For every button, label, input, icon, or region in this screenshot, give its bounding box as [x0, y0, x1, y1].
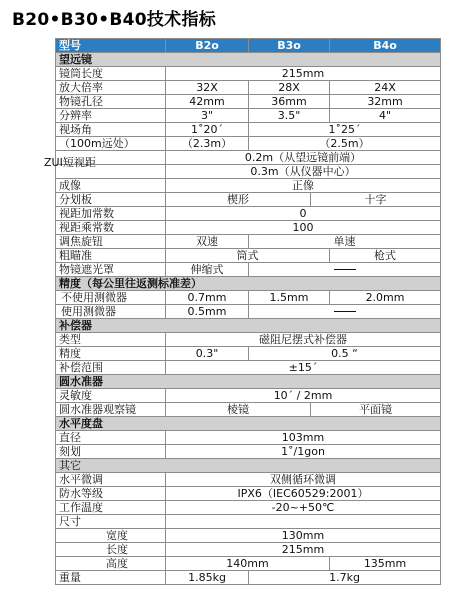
value-b40: 24X [330, 81, 441, 95]
min-focus-label: ZUI短视距 [44, 156, 96, 169]
table-row [56, 403, 441, 417]
table-row [56, 67, 441, 81]
value-b40: 4" [330, 109, 441, 123]
value-b40: 枪式 [330, 249, 441, 263]
value-b30-b40: 单速 [249, 235, 441, 249]
table-row [56, 305, 441, 319]
value-b30-b40: 0.5 “ [249, 347, 441, 361]
header-model-b30: B3o [249, 39, 330, 53]
value-b20: 0.3" [166, 347, 249, 361]
table-row [56, 109, 441, 123]
row-label: 灵敏度 [56, 389, 166, 403]
value-b20: 伸缩式 [166, 263, 249, 277]
row-label: 精度 [56, 347, 166, 361]
table-row [56, 571, 441, 585]
row-label: 圆水准器观察镜 [56, 403, 166, 417]
row-label: 分划板 [56, 193, 166, 207]
row-value: 0.3m（从仪器中心） [166, 165, 441, 179]
header-model-b40: B4o [330, 39, 441, 53]
row-label: 成像 [56, 179, 166, 193]
value-b30-b40: 1˚25´ [249, 123, 441, 137]
row-value: 磁阻尼摆式补偿器 [166, 333, 441, 347]
row-label: 调焦旋钮 [56, 235, 166, 249]
table-row [56, 361, 441, 375]
row-label: 尺寸 [56, 515, 166, 529]
section-row [56, 417, 441, 431]
row-label: 水平微调 [56, 473, 166, 487]
header-model-b20: B2o [166, 39, 249, 53]
value-b30: 28X [249, 81, 330, 95]
dash-icon [334, 311, 356, 312]
table-row [56, 347, 441, 361]
row-label: 视场角 [56, 123, 166, 137]
table-row [56, 529, 441, 543]
value-b20: 0.5mm [166, 305, 249, 319]
section-other: 其它 [56, 459, 441, 473]
row-value: 双侧循环微调 [166, 473, 441, 487]
value-b20: 棱镜 [166, 403, 311, 417]
value-b30-b40-none [249, 263, 441, 277]
row-label: 视距加常数 [56, 207, 166, 221]
row-label: 宽度 [56, 529, 166, 543]
value-b30: 3.5" [249, 109, 330, 123]
row-label: 直径 [56, 431, 166, 445]
row-label: 物镜遮光罩 [56, 263, 166, 277]
table-row [56, 557, 441, 571]
row-label: 粗瞄准 [56, 249, 166, 263]
value-b40: 2.0mm [330, 291, 441, 305]
table-row [56, 333, 441, 347]
table-row [56, 389, 441, 403]
row-label: 视距乘常数 [56, 221, 166, 235]
table-row [56, 543, 441, 557]
value-b20: 3" [166, 109, 249, 123]
row-value: 0.2m（从望远镜前端） [166, 151, 441, 165]
dash-icon [334, 269, 356, 270]
value-b20: 1.85kg [166, 571, 249, 585]
table-row [56, 207, 441, 221]
row-label: （100m远处） [56, 137, 166, 151]
value-b30: 36mm [249, 95, 330, 109]
value-b20: 42mm [166, 95, 249, 109]
value-b30-b40: 平面镜 [311, 403, 441, 417]
value-b30-b40: 1.7kg [249, 571, 441, 585]
row-value-empty [166, 515, 441, 529]
table-row [56, 431, 441, 445]
row-value: 0 [166, 207, 441, 221]
section-precision: 精度（每公里往返测标准差） [56, 277, 441, 291]
table-row [56, 473, 441, 487]
table-row [56, 193, 441, 207]
table-row [56, 249, 441, 263]
value-b20: 0.7mm [166, 291, 249, 305]
row-label: 补偿范围 [56, 361, 166, 375]
table-row [56, 501, 441, 515]
row-label: 防水等级 [56, 487, 166, 501]
row-label: 长度 [56, 543, 166, 557]
section-horizontal-circle: 水平度盘 [56, 417, 441, 431]
table-row [56, 221, 441, 235]
header-model-label: 型号 [56, 39, 166, 53]
spec-table [55, 38, 441, 585]
value-b30-b40-none [249, 305, 441, 319]
row-label: 镜筒长度 [56, 67, 166, 81]
value-b20-b30: 140mm [166, 557, 330, 571]
table-row [56, 151, 441, 165]
row-value: 100 [166, 221, 441, 235]
row-label: 物镜孔径 [56, 95, 166, 109]
value-b40: 32mm [330, 95, 441, 109]
row-value: 1˚/1gon [166, 445, 441, 459]
row-value: 103mm [166, 431, 441, 445]
row-label: 分辨率 [56, 109, 166, 123]
value-b20: 32X [166, 81, 249, 95]
table-row [56, 235, 441, 249]
section-row [56, 375, 441, 389]
section-circular-level: 圆水准器 [56, 375, 441, 389]
section-row [56, 459, 441, 473]
table-row [56, 81, 441, 95]
table-row [56, 515, 441, 529]
value-b30-b40: （2.5m） [249, 137, 441, 151]
value-b20: （2.3m） [166, 137, 249, 151]
row-label: 类型 [56, 333, 166, 347]
section-compensator: 补偿器 [56, 319, 441, 333]
row-value: 215mm [166, 543, 441, 557]
value-b20-b30: 筒式 [166, 249, 330, 263]
table-row [56, 165, 441, 179]
row-label: 工作温度 [56, 501, 166, 515]
value-b20: 双速 [166, 235, 249, 249]
value-b20: 楔形 [166, 193, 311, 207]
value-b40: 135mm [330, 557, 441, 571]
table-row [56, 263, 441, 277]
row-value: -20~+50℃ [166, 501, 441, 515]
page-title: B20•B30•B40技术指标 [12, 10, 217, 30]
row-label: 使用测微器 [56, 305, 166, 319]
table-row [56, 179, 441, 193]
table-row [56, 445, 441, 459]
row-value: 正像 [166, 179, 441, 193]
row-label: 放大倍率 [56, 81, 166, 95]
table-row [56, 137, 441, 151]
table-header-row [56, 39, 441, 53]
table-row [56, 487, 441, 501]
row-value: 130mm [166, 529, 441, 543]
table-row [56, 291, 441, 305]
value-b30-b40: 十字 [311, 193, 441, 207]
row-value: IPX6（IEC60529:2001） [166, 487, 441, 501]
row-label: 不使用测微器 [56, 291, 166, 305]
table-row [56, 123, 441, 137]
value-b30: 1.5mm [249, 291, 330, 305]
section-row [56, 277, 441, 291]
row-value: ±15´ [166, 361, 441, 375]
value-b20: 1˚20´ [166, 123, 249, 137]
row-label: 高度 [56, 557, 166, 571]
section-telescope: 望远镜 [56, 53, 441, 67]
table-row [56, 95, 441, 109]
row-value: 10´ / 2mm [166, 389, 441, 403]
section-row [56, 319, 441, 333]
row-label: 刻划 [56, 445, 166, 459]
row-label: 重量 [56, 571, 166, 585]
section-row [56, 53, 441, 67]
row-value: 215mm [166, 67, 441, 81]
